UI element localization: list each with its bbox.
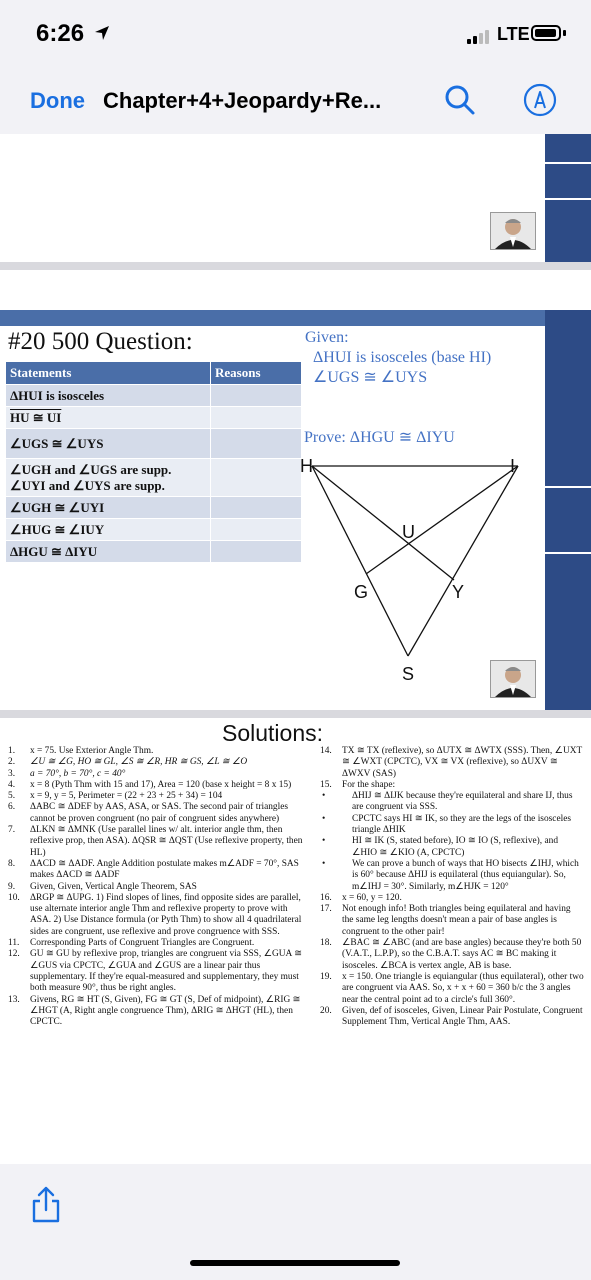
item-text: Not enough info! Both triangles being equilateral and having the same leg lengths doesn't mean a pair of base angles is congruent to the other pair! [342,904,571,937]
pdf-document[interactable] [0,134,591,1164]
item-number: 8. [8,858,16,869]
vertex-label-i: I [510,456,516,476]
statement-line: ∠UYI and ∠UYS are supp. [10,477,165,493]
item-number: 20. [320,1005,332,1016]
item-text: Givens, RG ≅ HT (S, Given), FG ≅ GT (S, Def of midpoint), ∠RIG ≅ ∠HGT (A, Right angle congruence Thm), ΔRIG ≅ ΔHGT (HL), then CPCTC. [30,994,301,1028]
solution-item [8,859,308,882]
markup-icon[interactable] [523,83,557,117]
item-text: Given, Given, Vertical Angle Theorem, SAS [30,881,197,892]
vertex-label-y: Y [452,582,465,602]
triangle-diagram [300,450,530,690]
item-text: x = 75. Use Exterior Angle Thm. [30,746,154,756]
solution-item [8,825,308,859]
share-icon[interactable] [28,1184,64,1224]
item-number: 3. [8,768,16,779]
item-number: 15. [320,779,332,790]
item-text: GU ≅ GU by reflexive prop, triangles are congruent via SSS, ∠GUA ≅ ∠GUS via CPCTC, ∠GUA and ∠GUS are a linear pair thus supplementary. If they're equal-measured and supplementary, they must both measure 90°, thus be right angles. [30,949,302,994]
statement-cell [6,459,211,497]
bullet-dot: • [322,858,326,869]
reason-cell [211,459,302,497]
accent-divider [545,162,591,164]
solutions-title: Solutions: [222,720,324,746]
network-type: LTE [497,24,530,44]
item-text: CPCTC says HI ≅ IK, so they are the legs of the isosceles triangle ΔHIK [352,813,572,836]
battery-icon [531,25,561,41]
solution-item [8,882,308,893]
item-number: 1. [8,746,16,756]
item-text: ∠BAC ≅ ∠ABC (and are base angles) because they're both 50 (V.A.T., L.P.P), so the C.B.A.T. says AC ≅ BC making it isosceles. ∠BCA is vertex angle, AB is base. [342,938,582,971]
bullet-dot: • [322,813,326,824]
solution-bullet [320,859,584,893]
slide-previous [0,134,591,262]
accent-divider [545,486,591,488]
solution-item [320,938,584,972]
vertex-label-s: S [402,664,415,684]
statement-cell: ΔHGU ≅ ΔIYU [6,541,211,563]
statement-cell: ∠UGH ≅ ∠UYI [6,497,211,519]
item-text: x = 60, y = 120. [342,892,402,903]
cellular-signal-icon [467,30,493,44]
item-text: ΔACD ≅ ΔADF. Angle Addition postulate makes m∠ADF = 70°, SAS makes ΔACD ≅ ΔADF [30,858,299,881]
solution-item [320,780,584,791]
reason-cell [211,497,302,519]
item-text: HI ≅ IK (S, stated before), IO ≅ IO (S, reflexive), and ∠HIO ≅ ∠KIO (A, CPCTC) [352,836,559,858]
solution-item [8,757,308,768]
reason-cell [211,407,302,429]
proof-table [5,361,302,563]
given-block [305,328,491,388]
solution-item [320,746,584,780]
solution-item [8,769,308,780]
statement-cell: HU ≅ UI [6,407,211,429]
status-time: 6:26 [36,20,85,47]
item-number: 12. [8,949,20,960]
reason-cell [211,385,302,407]
statement-cell: ∠HUG ≅ ∠IUY [6,519,211,541]
item-number: 7. [8,825,16,836]
item-text: x = 8 (Pyth Thm with 15 and 17), Area = 120 (base x height = 8 x 15) [30,779,292,790]
given-line: ∠UGS ≅ ∠UYS [313,369,428,386]
item-number: 13. [8,994,20,1005]
search-icon[interactable] [444,84,476,116]
solution-item [8,893,308,938]
item-text: x = 150. One triangle is equiangular (thus equilateral), other two are congruent via AAS. So, x + x + 60 = 360 b/c the 3 angles near the central point ad to a circle's full 360°. [342,971,584,1005]
location-arrow-icon [94,25,110,41]
solution-item [320,904,584,938]
accent-divider [545,198,591,200]
solution-item [320,893,584,904]
solution-item [8,949,308,994]
item-text: For the shape: [342,779,396,790]
document-title: Chapter+4+Jeopardy+Re... [103,88,382,113]
solution-bullet [320,791,584,814]
prove-statement: Prove: ΔHGU ≅ ΔIYU [304,429,455,446]
statement-cell: ΔHUI is isosceles [6,385,211,407]
page-gap [0,262,591,270]
solution-bullet [320,814,584,837]
solutions-right-column [320,746,584,1028]
solution-item [8,746,308,757]
item-text: Corresponding Parts of Congruent Triangles are Congruent. [30,938,255,949]
item-text: ΔLKN ≅ ΔMNK (Use parallel lines w/ alt. interior angle thm, then reflexive prop, then ASA). ΔQSR ≅ ΔQST (Use reflexive property, then HL) [30,825,303,858]
solution-item [8,791,308,802]
item-number: 17. [320,904,332,915]
page-gap [0,710,591,718]
statement-cell: ∠UGS ≅ ∠UYS [6,429,211,459]
home-indicator[interactable] [190,1260,400,1266]
item-number: 18. [320,938,332,949]
question-title: #20 500 Question: [8,328,193,355]
item-text: a = 70°, b = 70°, c = 40° [30,768,126,779]
slide-accent-bar [545,310,591,710]
solution-item [8,995,308,1029]
item-number: 2. [8,757,16,768]
item-number: 16. [320,892,332,903]
reason-cell [211,541,302,563]
item-text: ∠U ≅ ∠G, HO ≅ GL, ∠S ≅ ∠R, HR ≅ GS, ∠L ≅ ∠O [30,757,248,768]
solution-item [320,972,584,1006]
item-number: 10. [8,892,20,903]
done-button[interactable]: Done [30,88,85,113]
solution-bullet [320,836,584,859]
given-label: Given: [305,329,349,346]
solution-item [320,1006,584,1029]
item-number: 14. [320,746,332,756]
bullet-dot: • [322,836,326,847]
item-text: ΔHIJ ≅ ΔIJK because they're equilateral and share IJ, thus are congruent via SSS. [352,791,573,813]
statement-line: ∠UGH and ∠UGS are supp. [10,461,172,477]
bullet-dot: • [322,791,326,802]
reason-cell [211,519,302,541]
accent-divider [545,552,591,554]
status-bar [0,0,591,68]
item-text: TX ≅ TX (reflexive), so ΔUTX ≅ ΔWTX (SSS). Then, ∠UXT ≅ ∠WXT (CPCTC), VX ≅ VX (reflexive), so ΔUXV ≅ ΔWXV (SAS) [342,746,583,779]
vertex-label-u: U [402,522,415,542]
item-text: x = 9, y = 5, Perimeter = (22 + 23 + 25 + 34) = 104 [30,791,223,802]
column-header-statements: Statements [6,362,211,385]
vertex-label-g: G [354,582,369,602]
item-number: 19. [320,971,332,982]
item-number: 5. [8,791,16,802]
item-number: 6. [8,802,16,813]
solutions-left-column [8,746,308,1028]
item-text: We can prove a bunch of ways that HO bisects ∠IHJ, which is 60° because ΔHIJ is equilateral (thus equiangular). So, m∠IHJ = 30°. Similarly, m∠HJK = 120° [352,858,579,892]
battery-nub [563,30,566,36]
item-number: 4. [8,779,16,790]
solution-item [8,780,308,791]
host-portrait-image [490,212,536,250]
item-text: Given, def of isosceles, Given, Linear Pair Postulate, Congruent Supplement Thm, Vertical Angle Thm, AAS. [342,1005,583,1028]
reason-cell [211,429,302,459]
item-text: ΔABC ≅ ΔDEF by AAS, ASA, or SAS. The second pair of triangles cannot be proven congruent (no pair of congruent sides anywhere) [30,802,289,824]
solution-item [8,802,308,825]
item-text: ΔRGP ≅ ΔUPG. 1) Find slopes of lines, find opposite sides are parallel, use alternate interior angle Thm and reflexive property to prove with ASA. 2) Use Distance formula (or Pyth Thm) to show all 4 quadrilateral sides are congruent, use reflexive and prove congruence with SSS. [30,892,302,937]
solution-item [8,938,308,949]
column-header-reasons: Reasons [211,362,302,385]
item-number: 11. [8,938,20,949]
item-number: 9. [8,881,16,892]
slide-header-bar [0,310,545,326]
vertex-label-h: H [300,456,313,476]
given-line: ΔHUI is isosceles (base HI) [313,349,492,366]
